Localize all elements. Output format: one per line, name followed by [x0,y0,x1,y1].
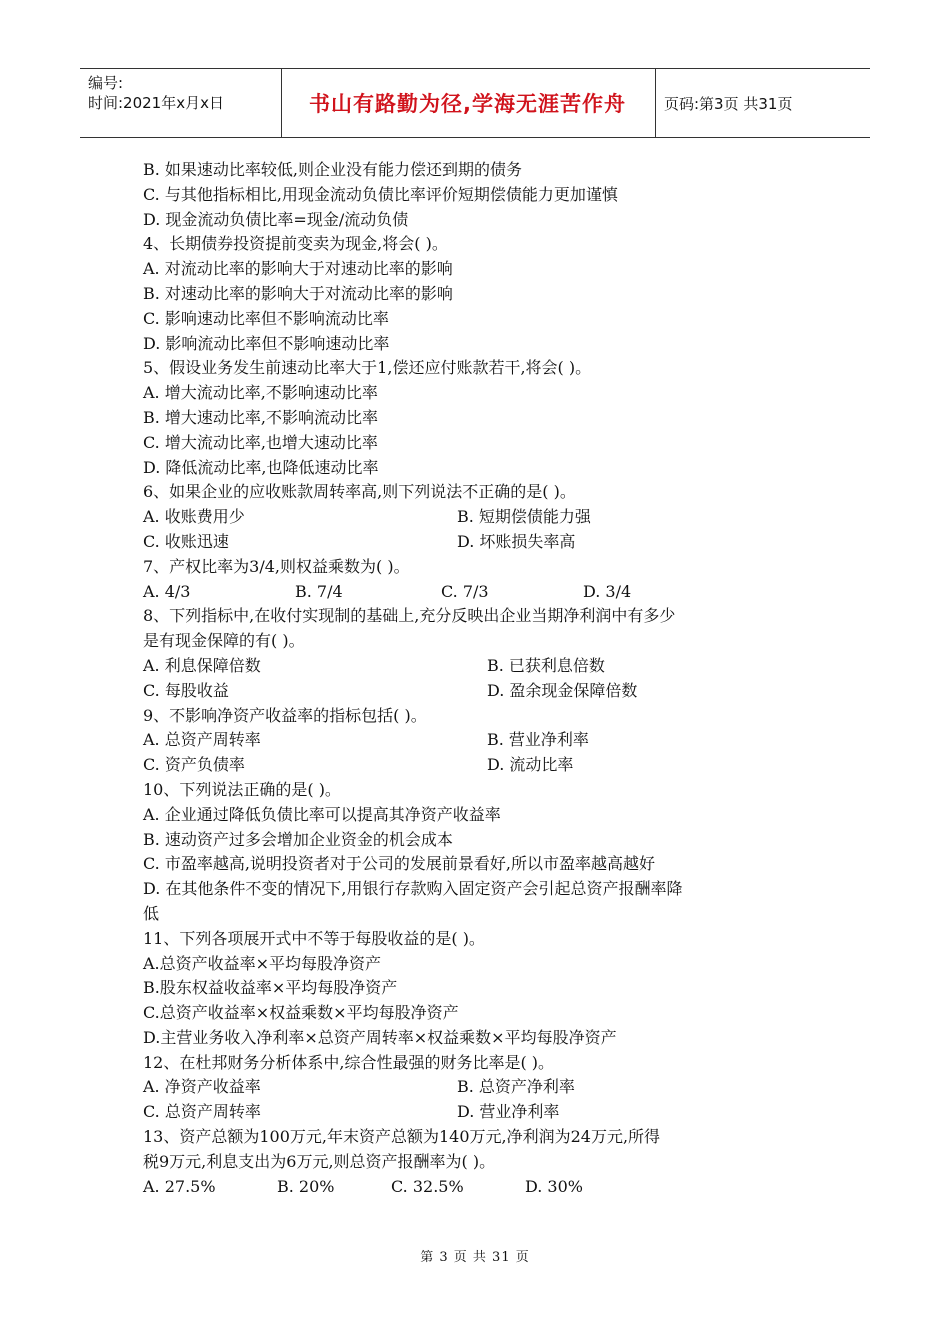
question-5: 5、假设业务发生前速动比率大于1,偿还应付账款若干,将会( )。 [143,358,592,378]
option: C. 7/3 [441,581,489,601]
text-line: C.总资产收益率×权益乘数×平均每股净资产 [143,1003,459,1023]
text-line: A. 企业通过降低负债比率可以提高其净资产收益率 [143,804,501,824]
option-row [143,753,823,778]
text-line: B. 对速动比率的影响大于对流动比率的影响 [143,283,453,303]
header-page-label: 页码:第3页 共31页 [664,94,793,113]
text-line: D. 降低流动比率,也降低速动比率 [143,457,379,477]
text-line: C. 与其他指标相比,用现金流动负债比率评价短期偿债能力更加谨慎 [143,184,618,204]
text-line: B. 增大速动比率,不影响流动比率 [143,407,379,427]
option: B. 20% [277,1176,335,1196]
text-line: B. 速动资产过多会增加企业资金的机会成本 [143,829,453,849]
option: D. 流动比率 [487,755,574,775]
option: D. 3/4 [583,581,632,601]
option-row [143,728,823,753]
document-body [143,158,823,1199]
option: A. 总资产周转率 [143,730,261,750]
option: A. 收账费用少 [143,507,245,527]
option: C. 收账迅速 [143,531,229,551]
number-label: 编号: [88,74,124,92]
option: B. 短期偿债能力强 [457,507,591,527]
option-row [143,505,823,530]
option-row [143,654,823,679]
header-divider [655,69,656,137]
text-line: 税9万元,利息支出为6万元,则总资产报酬率为( )。 [143,1151,496,1171]
time-label: 时间:2021年x月x日 [88,94,224,112]
option: D. 营业净利率 [457,1102,560,1122]
question-12: 12、在杜邦财务分析体系中,综合性最强的财务比率是( )。 [143,1052,555,1072]
option: A. 4/3 [143,581,191,601]
option: B. 总资产净利率 [457,1077,575,1097]
option: A. 利息保障倍数 [143,655,261,675]
page-header [80,68,870,138]
option: B. 营业净利率 [487,730,589,750]
option: B. 已获利息倍数 [487,655,605,675]
option: A. 27.5% [143,1176,216,1196]
question-11: 11、下列各项展开式中不等于每股收益的是( )。 [143,928,485,948]
text-line: A. 对流动比率的影响大于对速动比率的影响 [143,259,453,279]
option: C. 每股收益 [143,680,229,700]
question-10: 10、下列说法正确的是( )。 [143,779,341,799]
option: C. 资产负债率 [143,755,245,775]
text-line: 是有现金保障的有( )。 [143,631,305,651]
text-line: D.主营业务收入净利率×总资产周转率×权益乘数×平均每股净资产 [143,1027,617,1047]
text-line: C. 影响速动比率但不影响流动比率 [143,308,389,328]
option: D. 坏账损失率高 [457,531,576,551]
text-line: D. 影响流动比率但不影响速动比率 [143,333,390,353]
text-line: 低 [143,903,160,923]
option-row [143,1175,823,1200]
text-line: A. 增大流动比率,不影响速动比率 [143,383,378,403]
page-footer: 第 3 页 共 31 页 [420,1250,530,1265]
text-line: C. 市盈率越高,说明投资者对于公司的发展前景看好,所以市盈率越高越好 [143,854,656,874]
option: A. 净资产收益率 [143,1077,261,1097]
option: C. 总资产周转率 [143,1102,261,1122]
option-row [143,580,823,605]
question-9: 9、不影响净资产收益率的指标包括( )。 [143,705,427,725]
question-4: 4、长期债券投资提前变卖为现金,将会( )。 [143,234,448,254]
header-meta [88,73,224,113]
text-line: D. 在其他条件不变的情况下,用银行存款购入固定资产会引起总资产报酬率降 [143,879,683,899]
option-row [143,530,823,555]
question-7: 7、产权比率为3/4,则权益乘数为( )。 [143,556,410,576]
question-6: 6、如果企业的应收账款周转率高,则下列说法不正确的是( )。 [143,482,576,502]
option-row [143,1075,823,1100]
text-line: B. 如果速动比率较低,则企业没有能力偿还到期的债务 [143,160,523,179]
option-row [143,1100,823,1125]
option: D. 盈余现金保障倍数 [487,680,638,700]
text-line: B.股东权益收益率×平均每股净资产 [143,978,398,998]
question-8: 8、下列指标中,在收付实现制的基础上,充分反映出企业当期净利润中有多少 [143,606,676,626]
option-row [143,679,823,704]
option: B. 7/4 [295,581,343,601]
question-13: 13、资产总额为100万元,年末资产总额为140万元,净利润为24万元,所得 [143,1127,661,1147]
option: C. 32.5% [391,1176,464,1196]
header-motto: 书山有路勤为径,学海无涯苦作舟 [309,92,626,116]
text-line: D. 现金流动负债比率=现金/流动负债 [143,209,409,229]
text-line: A.总资产收益率×平均每股净资产 [143,953,382,973]
option: D. 30% [525,1176,583,1196]
text-line: C. 增大流动比率,也增大速动比率 [143,432,378,452]
